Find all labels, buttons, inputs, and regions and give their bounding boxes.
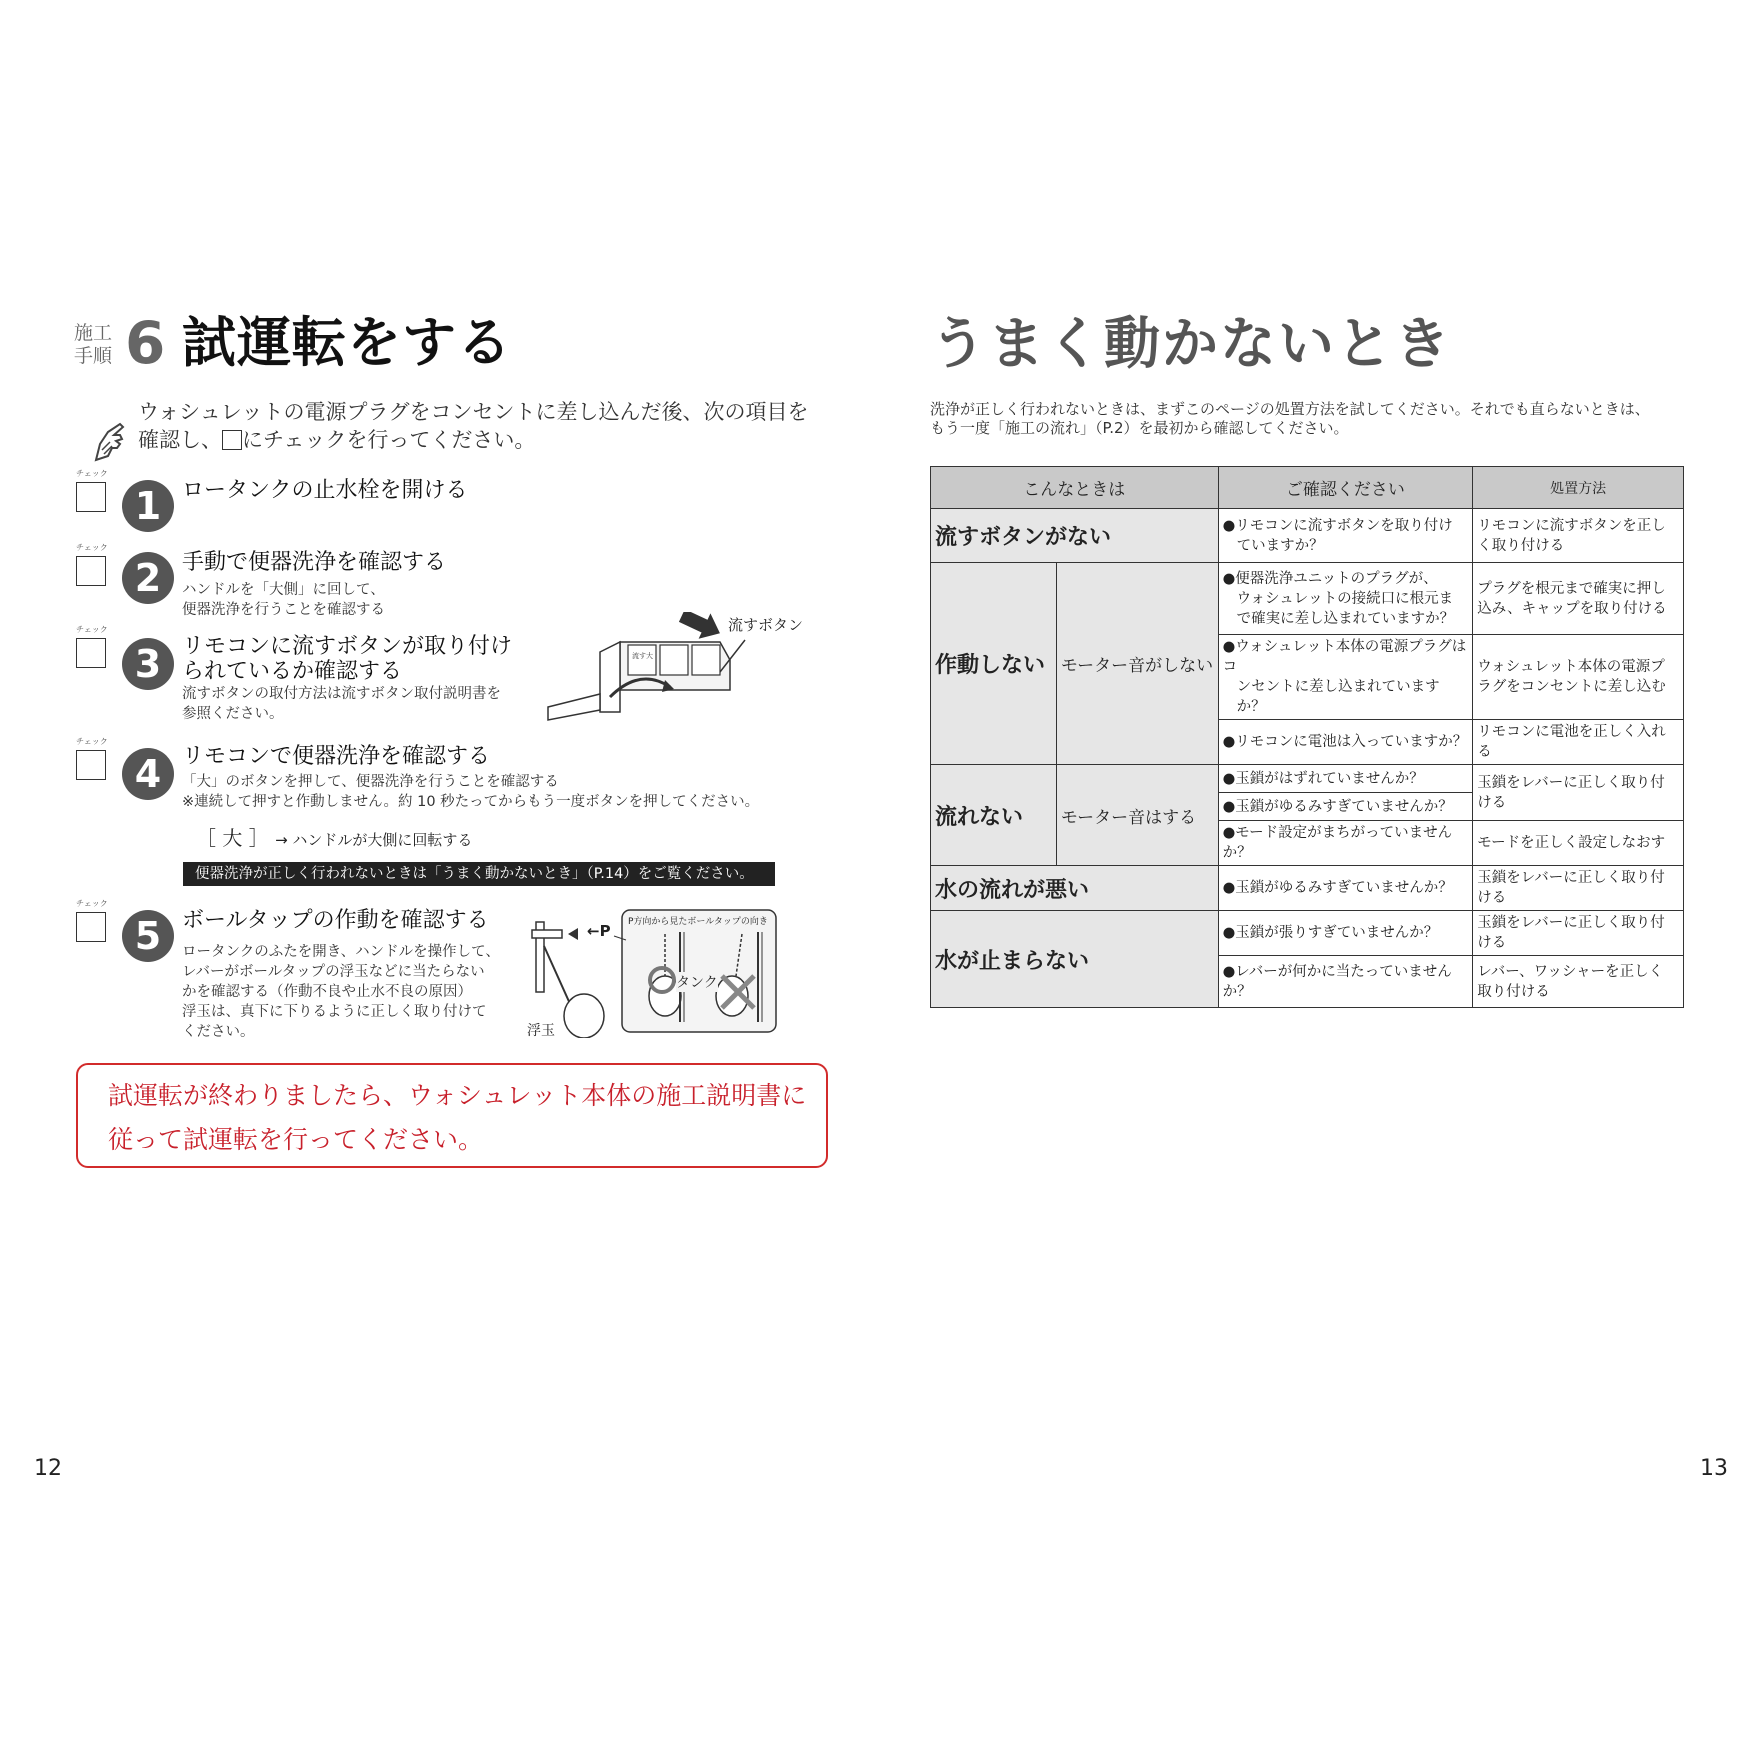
check-label: チェック — [76, 899, 108, 908]
fix-cell: モードを正しく設定しなおす — [1473, 821, 1684, 866]
step-2-title: 手動で便器洗浄を確認する — [182, 550, 447, 575]
tank-label: タンク — [676, 972, 718, 992]
page-title-right: うまく動かないとき — [930, 312, 1452, 377]
fix-cell: リモコンに電池を正しく入れる — [1473, 720, 1684, 765]
step-2-desc: ハンドルを「大側」に回して、 便器洗浄を行うことを確認する — [182, 582, 385, 618]
step-1-title: ロータンクの止水栓を開ける — [182, 478, 468, 503]
step-1-number: 1 — [122, 480, 174, 532]
symptom-cell: 流れない — [931, 765, 1057, 866]
fix-cell: ウォシュレット本体の電源プ ラグをコンセントに差し込む — [1473, 635, 1684, 720]
table-row — [931, 765, 1684, 793]
fix-cell: プラグを根元まで確実に押し 込み、キャップを取り付ける — [1473, 563, 1684, 635]
check-cell: ●モード設定がまちがっていませんか？ — [1218, 821, 1473, 866]
check-label: チェック — [76, 625, 108, 634]
p-arrow-label: ←P — [587, 922, 611, 940]
notice-bar: 便器洗浄が正しく行われないときは「うまく動かないとき」（P.14）をご覧ください。 — [183, 862, 775, 886]
float-label: 浮玉 — [527, 1023, 555, 1039]
step-3-number: 3 — [122, 638, 174, 690]
table-header-row — [931, 467, 1684, 509]
step-5-title: ボールタップの作動を確認する — [182, 908, 489, 933]
check-cell: ●玉鎖がはずれていませんか？ — [1218, 765, 1473, 793]
header-check: ご確認ください — [1218, 467, 1473, 509]
check-cell: ●玉鎖が張りすぎていませんか？ — [1218, 911, 1473, 956]
check-cell: ●レバーが何かに当たっていませんか？ — [1218, 956, 1473, 1008]
step-4-number: 4 — [122, 748, 174, 800]
page-title-left: 試運転をする — [182, 311, 512, 374]
test-run-notice-text: 試運転が終わりましたら、ウォシュレット本体の施工説明書に 従って試運転を行ってください。 — [108, 1081, 807, 1154]
table-row — [931, 563, 1684, 635]
fix-cell: 玉鎖をレバーに正しく取り付ける — [1473, 866, 1684, 911]
step-2-number: 2 — [122, 552, 174, 604]
step-5-desc: ロータンクのふたを開き、ハンドルを操作して、 レバーがボールタップの浮玉などに当たらない かを確認する（作動不良や止水不良の原因） 浮玉は、真下に下りるように正しく取り付けて ください。 — [182, 944, 500, 1040]
troubleshoot-intro: 洗浄が正しく行われないときは、まずこのページの処置方法を試してください。それでも直らないときは、 もう一度「施工の流れ」（P.2）を最初から確認してください。 — [930, 400, 1650, 437]
fix-cell: 玉鎖をレバーに正しく取り付ける — [1473, 911, 1684, 956]
check-cell: ●リモコンに流すボタンを取り付け ていますか？ — [1218, 509, 1473, 563]
intro-text: ウォシュレットの電源プラグをコンセントに差し込んだ後、次の項目を 確認し、 にチェックを行ってください。 — [138, 400, 809, 452]
p-view-label: P方向から見たボールタップの向き — [628, 917, 768, 927]
fix-cell: 玉鎖をレバーに正しく取り付ける — [1473, 765, 1684, 821]
step-label: 施工 手順 — [74, 322, 113, 367]
step-1-checkbox[interactable] — [76, 482, 106, 512]
step-3-title: リモコンに流すボタンが取り付け られているか確認する — [182, 634, 513, 684]
table-row — [931, 509, 1684, 563]
check-cell: ●リモコンに電池は入っていますか？ — [1218, 720, 1473, 765]
step-4-title: リモコンで便器洗浄を確認する — [182, 744, 491, 769]
fix-cell: レバー、ワッシャーを正しく 取り付ける — [1473, 956, 1684, 1008]
step-3-desc: 流すボタンの取付方法は流すボタン取付説明書を 参照ください。 — [182, 686, 501, 722]
symptom-cell: 水が止まらない — [931, 911, 1219, 1008]
fix-cell: リモコンに流すボタンを正し く取り付ける — [1473, 509, 1684, 563]
table-row — [931, 866, 1684, 911]
table-row — [931, 911, 1684, 956]
remote-label: 流す大 — [632, 652, 653, 660]
troubleshooting-table — [930, 466, 1684, 1008]
flush-button-label: 流すボタン — [728, 616, 804, 634]
sub-symptom-cell: モーター音がしない — [1056, 563, 1218, 765]
check-cell: ●便器洗浄ユニットのプラグが、 ウォシュレットの接続口に根元ま で確実に差し込まれていますか？ — [1218, 563, 1473, 635]
sub-symptom-cell: モーター音はする — [1056, 765, 1218, 866]
check-cell: ●玉鎖がゆるみすぎていませんか？ — [1218, 866, 1473, 911]
header-fix: 処置方法 — [1473, 467, 1684, 509]
step-number: 6 — [125, 309, 166, 377]
step-5-number: 5 — [122, 910, 174, 962]
check-cell: ●ウォシュレット本体の電源プラグはコ ンセントに差し込まれていますか？ — [1218, 635, 1473, 720]
step-4-desc: 「大」のボタンを押して、便器洗浄を行うことを確認する ※連続して押すと作動しません。約 10 秒たってからもう一度ボタンを押してください。 — [182, 774, 760, 810]
page-number-right: 13 — [1700, 1456, 1728, 1481]
check-label: チェック — [76, 543, 108, 552]
page-number-left: 12 — [34, 1456, 62, 1481]
step-2-checkbox[interactable] — [76, 556, 106, 586]
ball-tap-illustration — [522, 906, 782, 1038]
large-key-label: ［ 大 ］ → ハンドルが大側に回転する — [196, 826, 473, 850]
check-cell: ●玉鎖がゆるみすぎていませんか？ — [1218, 793, 1473, 821]
check-label: チェック — [76, 469, 108, 478]
check-label: チェック — [76, 737, 108, 746]
symptom-cell: 水の流れが悪い — [931, 866, 1219, 911]
symptom-cell: 流すボタンがない — [931, 509, 1219, 563]
header-symptom: こんなときは — [931, 467, 1219, 509]
step-3-checkbox[interactable] — [76, 638, 106, 668]
checkbox-sample — [222, 430, 242, 450]
symptom-cell: 作動しない — [931, 563, 1057, 765]
step-5-checkbox[interactable] — [76, 912, 106, 942]
step-4-checkbox[interactable] — [76, 750, 106, 780]
pointing-hand-icon — [90, 420, 132, 466]
